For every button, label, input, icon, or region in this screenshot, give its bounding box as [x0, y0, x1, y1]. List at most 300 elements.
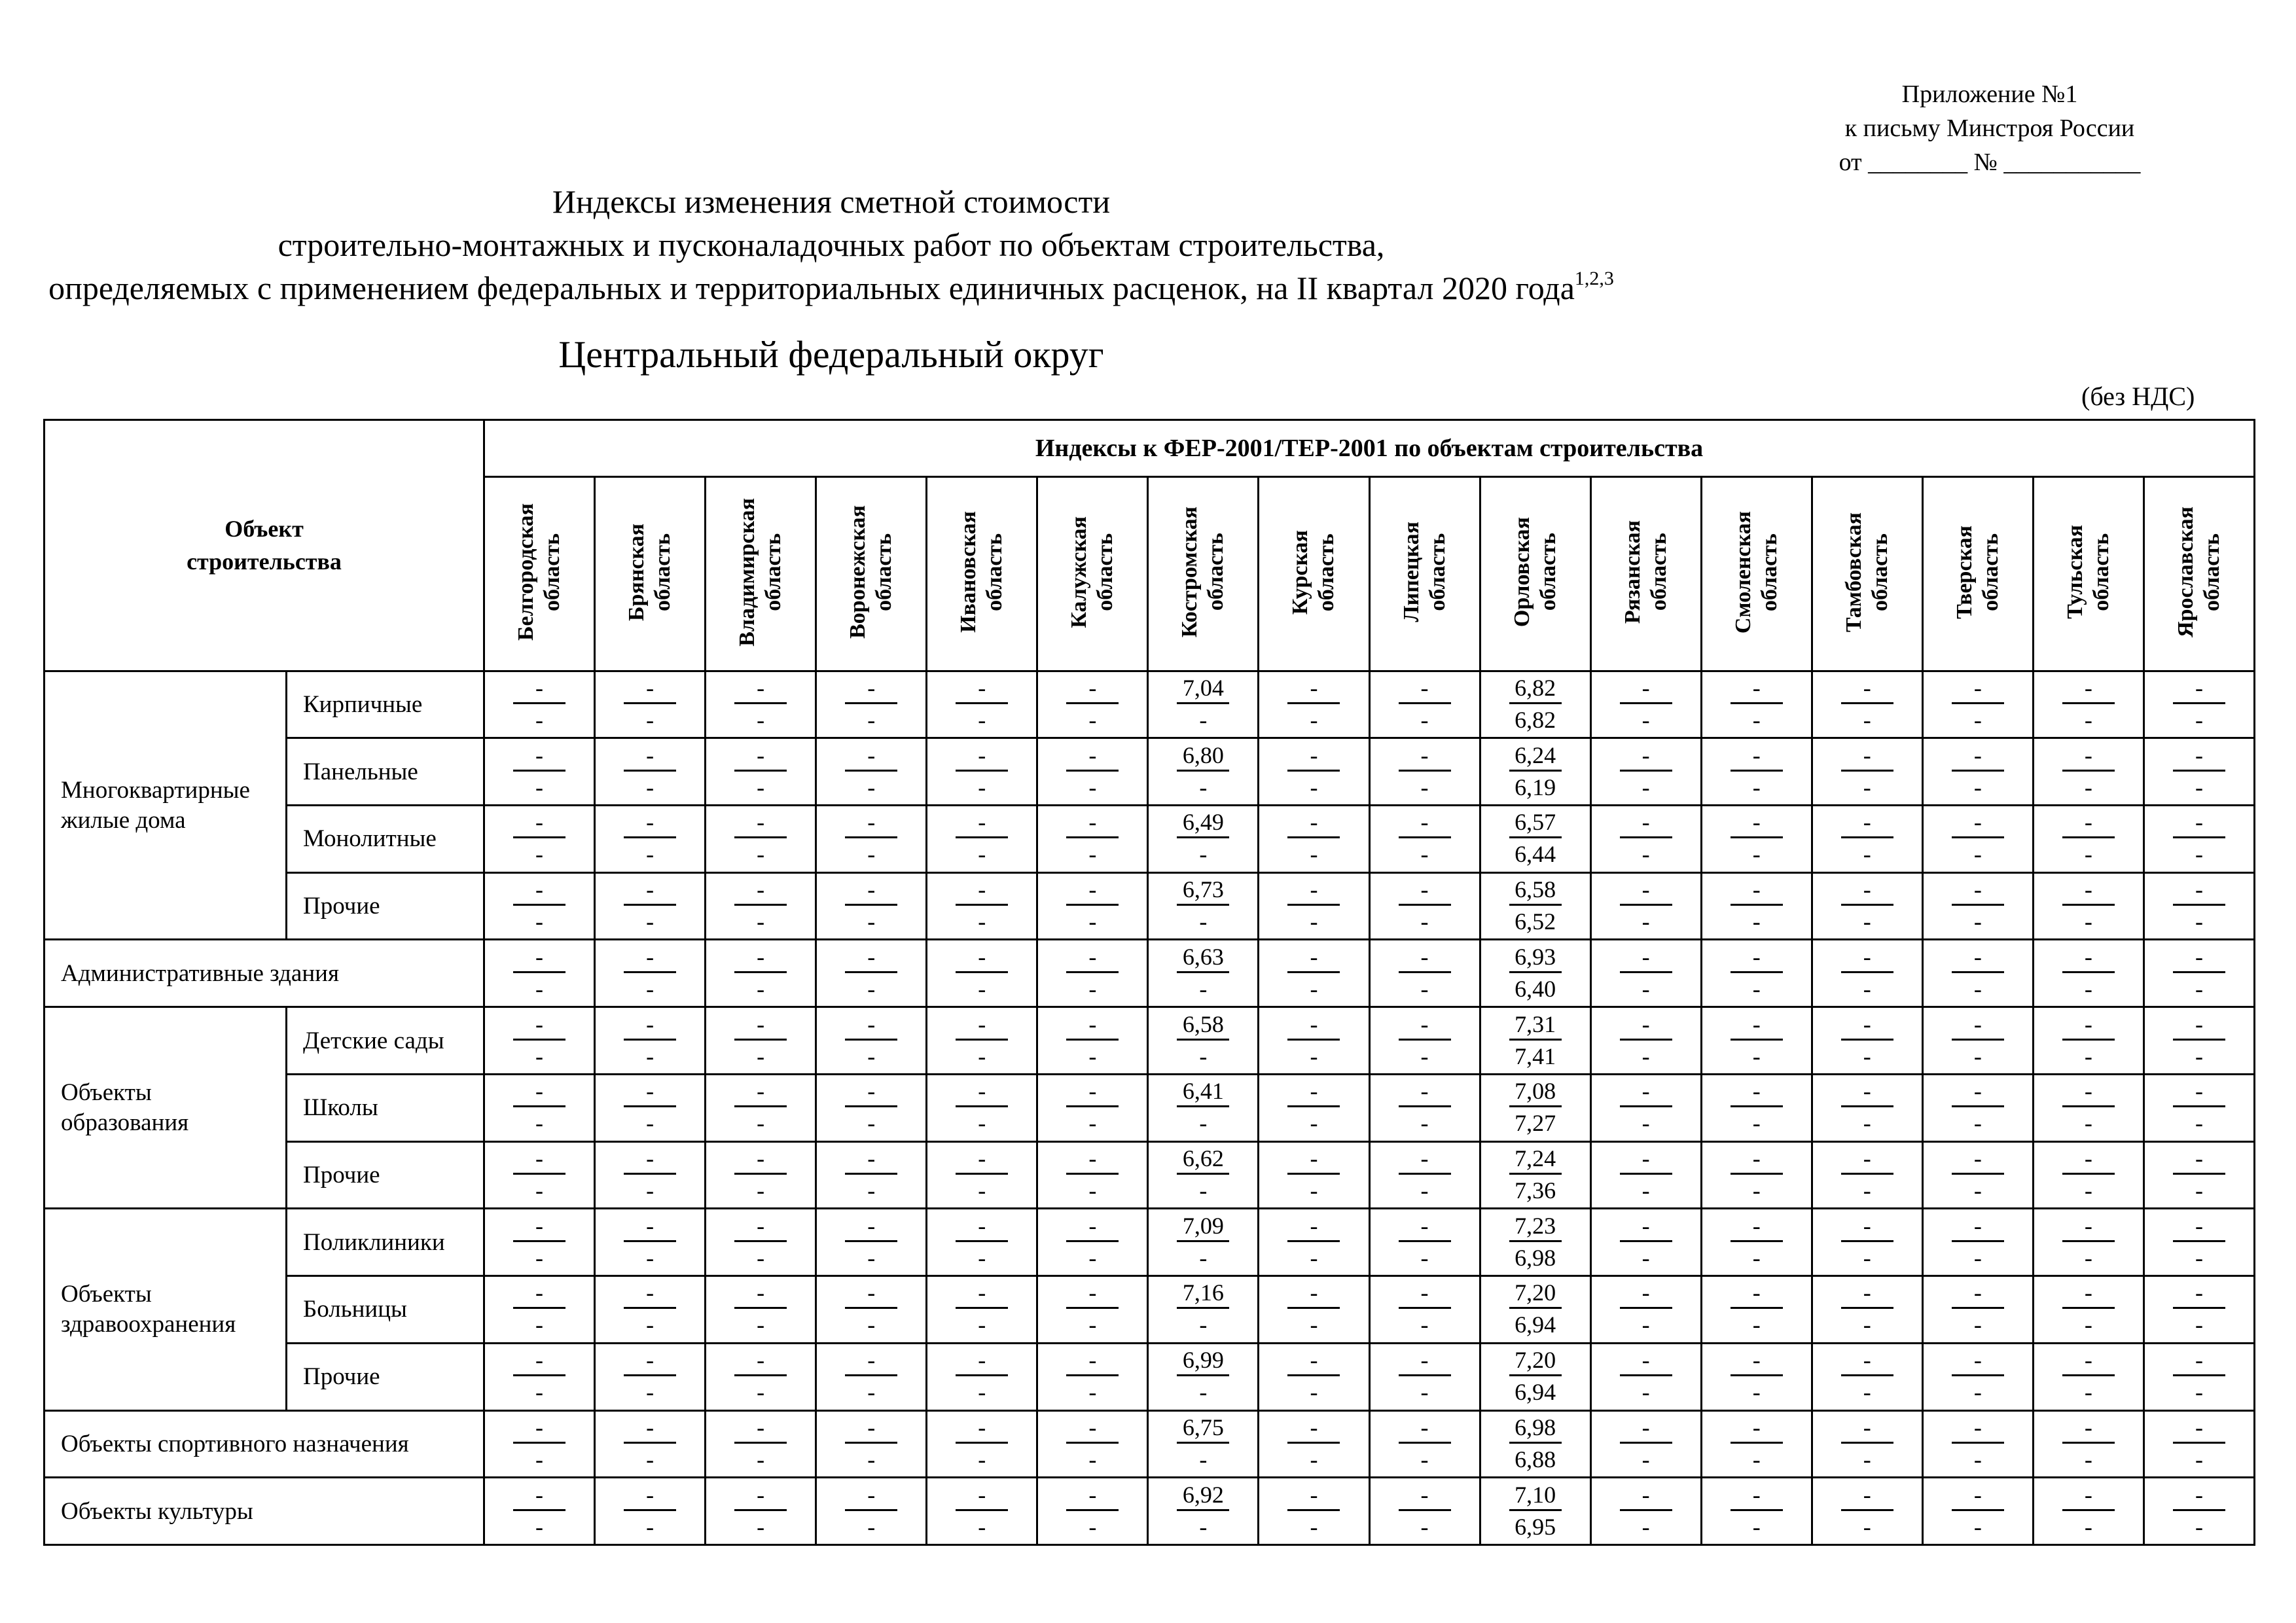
index-value-fer: - — [1731, 741, 1783, 772]
index-value-ter: - — [1199, 1446, 1208, 1472]
index-value-fer: - — [2062, 741, 2115, 772]
index-value-fer: - — [2062, 1010, 2115, 1041]
index-value-ter: - — [867, 1110, 876, 1137]
index-value-fer: - — [956, 875, 1008, 906]
index-value-ter: - — [1199, 774, 1208, 800]
index-value-ter: 7,41 — [1515, 1043, 1556, 1069]
index-value-ter: - — [867, 1043, 876, 1069]
index-value-fer: - — [2173, 1144, 2225, 1175]
index-value-ter: 6,95 — [1515, 1513, 1556, 1540]
index-value-cell — [1369, 872, 1480, 940]
index-value-fer: - — [624, 1278, 676, 1309]
index-value-ter: - — [1973, 1177, 1982, 1204]
index-value-fer: - — [1731, 942, 1783, 973]
index-value-cell — [1369, 806, 1480, 873]
index-value-ter: - — [1088, 908, 1097, 935]
index-value-cell — [706, 671, 816, 738]
index-value-cell — [1701, 1074, 1812, 1141]
index-value-cell — [484, 1074, 595, 1141]
index-value-fer: - — [734, 1278, 787, 1309]
index-value-cell — [1480, 1209, 1590, 1276]
index-value-cell — [1037, 1478, 1148, 1545]
index-value-ter: - — [1973, 1311, 1982, 1338]
index-value-fer: - — [845, 1278, 897, 1309]
index-value-ter: - — [1752, 908, 1761, 935]
index-value-cell — [2144, 1141, 2254, 1209]
index-value-cell — [1369, 1209, 1480, 1276]
index-value-fer: - — [1952, 1346, 2004, 1376]
index-value-ter: - — [646, 1110, 655, 1137]
index-value-ter: - — [1199, 1244, 1208, 1271]
index-value-cell — [2033, 1276, 2144, 1344]
index-value-fer: - — [1731, 1144, 1783, 1175]
object-subtype-label: Кирпичные — [287, 671, 484, 738]
index-value-fer: 7,24 — [1509, 1144, 1562, 1175]
index-value-fer: - — [845, 942, 897, 973]
index-value-cell — [1037, 1209, 1148, 1276]
index-value-fer: - — [734, 808, 787, 838]
index-value-ter: - — [1752, 1311, 1761, 1338]
index-value-fer: - — [1620, 741, 1672, 772]
region-name: Калужская область — [1067, 516, 1118, 628]
index-value-ter: - — [867, 908, 876, 935]
index-value-cell — [2144, 671, 2254, 738]
index-value-cell — [595, 872, 706, 940]
index-value-fer: - — [956, 1077, 1008, 1107]
index-value-ter: - — [867, 1446, 876, 1472]
index-value-fer: - — [1066, 1077, 1119, 1107]
region-name: Костромская область — [1177, 507, 1229, 638]
index-value-ter: - — [1199, 1177, 1208, 1204]
index-value-cell — [2033, 806, 2144, 873]
index-value-fer: - — [1399, 1211, 1451, 1242]
index-value-fer: - — [1066, 741, 1119, 772]
index-value-fer: - — [1066, 1413, 1119, 1444]
index-value-ter: - — [1088, 1043, 1097, 1069]
index-value-cell — [1922, 1343, 2033, 1410]
index-value-cell — [1922, 940, 2033, 1007]
index-value-fer: - — [956, 808, 1008, 838]
index-value-cell — [706, 872, 816, 940]
index-value-ter: - — [2195, 1043, 2203, 1069]
table-row — [45, 1343, 2255, 1410]
index-value-cell — [1148, 1141, 1259, 1209]
index-value-fer: - — [1287, 1278, 1340, 1309]
index-value-cell — [1812, 671, 1922, 738]
index-value-fer: - — [1841, 741, 1893, 772]
index-value-ter: - — [1199, 975, 1208, 1002]
index-value-fer: - — [513, 1211, 565, 1242]
index-value-ter: - — [978, 706, 986, 733]
region-name: Орловская область — [1509, 517, 1560, 628]
index-value-ter: - — [1310, 774, 1318, 800]
index-value-ter: - — [646, 1043, 655, 1069]
index-value-fer: - — [513, 741, 565, 772]
index-value-ter: - — [1310, 1513, 1318, 1540]
index-value-cell — [2033, 1074, 2144, 1141]
index-value-fer: - — [845, 1346, 897, 1376]
index-value-ter: - — [535, 1379, 544, 1406]
index-value-ter: - — [535, 1177, 544, 1204]
index-value-ter: - — [1310, 1177, 1318, 1204]
index-value-fer: - — [1066, 875, 1119, 906]
index-value-ter: - — [1752, 1177, 1761, 1204]
index-value-ter: - — [1863, 1110, 1871, 1137]
table-row — [45, 738, 2255, 806]
index-value-fer: 6,75 — [1177, 1413, 1229, 1444]
index-value-ter: - — [1641, 774, 1650, 800]
index-value-ter: - — [1973, 1513, 1982, 1540]
index-value-ter: - — [1641, 841, 1650, 868]
index-value-fer: 6,41 — [1177, 1077, 1229, 1107]
index-value-fer: - — [1066, 1346, 1119, 1376]
index-value-cell — [927, 671, 1037, 738]
index-value-ter: - — [535, 1043, 544, 1069]
index-value-ter: - — [1310, 908, 1318, 935]
title-line-2: строительно-монтажных и пусконаладочных работ по объектам строительства, — [278, 226, 1385, 263]
index-value-cell — [2144, 1209, 2254, 1276]
index-value-fer: 6,73 — [1177, 875, 1229, 906]
index-value-ter: - — [2084, 1513, 2092, 1540]
table-row — [45, 1007, 2255, 1075]
index-value-ter: - — [1310, 1446, 1318, 1472]
index-value-fer: - — [1731, 875, 1783, 906]
index-value-fer: - — [1952, 1144, 2004, 1175]
index-value-cell — [1148, 1410, 1259, 1478]
index-value-cell — [1148, 671, 1259, 738]
index-value-ter: 7,27 — [1515, 1110, 1556, 1137]
index-value-ter: - — [535, 1513, 544, 1540]
index-value-cell — [1922, 1141, 2033, 1209]
appendix-line-2: к письму Минстроя России — [1844, 115, 2135, 142]
index-value-ter: - — [646, 1446, 655, 1472]
index-value-cell — [1922, 1478, 2033, 1545]
index-value-ter: - — [867, 706, 876, 733]
object-type-label: Административные здания — [45, 940, 484, 1007]
index-value-cell — [484, 940, 595, 1007]
index-value-fer: - — [2173, 1413, 2225, 1444]
index-value-cell — [1037, 940, 1148, 1007]
title-line-1: Индексы изменения сметной стоимости — [552, 183, 1111, 220]
index-value-fer: - — [1287, 1010, 1340, 1041]
region-name: Брянская область — [624, 523, 675, 621]
index-value-cell — [1922, 738, 2033, 806]
index-value-fer: - — [1620, 1010, 1672, 1041]
index-value-cell — [484, 1410, 595, 1478]
index-value-ter: - — [867, 841, 876, 868]
index-value-fer: - — [1952, 1480, 2004, 1511]
index-value-cell — [1148, 1276, 1259, 1344]
index-value-ter: - — [535, 774, 544, 800]
index-value-cell — [816, 1343, 927, 1410]
index-value-fer: - — [513, 1077, 565, 1107]
index-value-fer: - — [2062, 942, 2115, 973]
index-value-ter: - — [1088, 1446, 1097, 1472]
index-value-fer: - — [1287, 875, 1340, 906]
index-value-cell — [927, 738, 1037, 806]
index-value-fer: - — [2062, 1144, 2115, 1175]
index-value-fer: - — [513, 1278, 565, 1309]
index-value-cell — [1148, 806, 1259, 873]
index-value-fer: - — [1952, 1010, 2004, 1041]
index-value-fer: - — [1731, 673, 1783, 704]
index-value-ter: - — [1641, 1379, 1650, 1406]
region-header — [595, 476, 706, 671]
index-value-ter: - — [2084, 1244, 2092, 1271]
index-value-cell — [595, 671, 706, 738]
index-value-cell — [2033, 1007, 2144, 1075]
index-value-cell — [1812, 1141, 1922, 1209]
index-value-cell — [1148, 738, 1259, 806]
index-value-fer: - — [1620, 808, 1672, 838]
index-value-cell — [2033, 738, 2144, 806]
index-value-cell — [1480, 940, 1590, 1007]
index-value-cell — [1259, 940, 1369, 1007]
index-value-ter: 7,36 — [1515, 1177, 1556, 1204]
index-value-cell — [1701, 940, 1812, 1007]
index-value-fer: - — [1952, 1077, 2004, 1107]
index-value-fer: 6,98 — [1509, 1413, 1562, 1444]
index-value-ter: - — [1420, 1311, 1429, 1338]
index-value-fer: 6,58 — [1177, 1010, 1229, 1041]
index-value-cell — [1590, 1007, 1701, 1075]
region-name: Смоленская область — [1731, 510, 1782, 633]
index-value-cell — [2033, 1410, 2144, 1478]
index-value-ter: - — [1310, 1379, 1318, 1406]
index-value-ter: 6,40 — [1515, 975, 1556, 1002]
index-value-ter: - — [2195, 841, 2203, 868]
index-value-fer: - — [513, 1346, 565, 1376]
region-header — [1148, 476, 1259, 671]
index-value-cell — [1037, 1141, 1148, 1209]
index-value-cell — [1148, 940, 1259, 1007]
index-value-ter: - — [978, 975, 986, 1002]
index-value-fer: - — [1287, 1346, 1340, 1376]
index-value-cell — [1701, 1478, 1812, 1545]
region-name: Владимирская область — [735, 497, 786, 647]
index-value-cell — [1259, 671, 1369, 738]
index-value-ter: - — [1310, 1110, 1318, 1137]
index-value-ter: - — [1199, 706, 1208, 733]
index-value-fer: - — [845, 1211, 897, 1242]
index-value-fer: 7,20 — [1509, 1278, 1562, 1309]
index-value-ter: - — [1199, 841, 1208, 868]
index-value-ter: - — [757, 841, 765, 868]
index-value-ter: - — [1310, 1244, 1318, 1271]
index-value-cell — [927, 940, 1037, 1007]
index-value-fer: - — [513, 942, 565, 973]
object-subtype-label: Прочие — [287, 872, 484, 940]
index-value-cell — [484, 1141, 595, 1209]
index-value-ter: - — [978, 1311, 986, 1338]
object-subtype-label: Больницы — [287, 1276, 484, 1344]
object-subtype-label: Прочие — [287, 1141, 484, 1209]
index-value-fer: - — [513, 1010, 565, 1041]
index-value-ter: - — [1641, 975, 1650, 1002]
index-value-ter: - — [1973, 1110, 1982, 1137]
index-value-ter: - — [535, 1311, 544, 1338]
index-value-fer: - — [1841, 1211, 1893, 1242]
index-value-cell — [1590, 671, 1701, 738]
index-value-cell — [1701, 1007, 1812, 1075]
index-value-fer: - — [2173, 942, 2225, 973]
index-value-fer: - — [734, 1010, 787, 1041]
index-value-ter: - — [646, 1177, 655, 1204]
index-value-ter: - — [757, 706, 765, 733]
index-value-cell — [595, 806, 706, 873]
index-value-ter: 6,98 — [1515, 1244, 1556, 1271]
table-row — [45, 1141, 2255, 1209]
region-name: Тульская область — [2062, 525, 2113, 620]
index-value-fer: - — [956, 1413, 1008, 1444]
index-value-ter: - — [1310, 975, 1318, 1002]
index-value-cell — [1590, 1410, 1701, 1478]
index-value-fer: 7,31 — [1509, 1010, 1562, 1041]
index-value-cell — [484, 872, 595, 940]
index-value-fer: - — [1952, 1211, 2004, 1242]
index-value-fer: - — [1066, 1144, 1119, 1175]
index-value-fer: - — [734, 1346, 787, 1376]
region-header — [1369, 476, 1480, 671]
index-value-cell — [1480, 1141, 1590, 1209]
index-value-fer: - — [1620, 1211, 1672, 1242]
index-value-fer: - — [1399, 1480, 1451, 1511]
object-subtype-label: Прочие — [287, 1343, 484, 1410]
index-value-cell — [1922, 1074, 2033, 1141]
index-value-cell — [1812, 1007, 1922, 1075]
index-value-cell — [1259, 806, 1369, 873]
index-value-cell — [1922, 1007, 2033, 1075]
index-value-cell — [1259, 1410, 1369, 1478]
index-value-cell — [2144, 806, 2254, 873]
region-name: Тверская область — [1952, 525, 2003, 619]
index-value-fer: 6,57 — [1509, 808, 1562, 838]
index-value-ter: - — [1420, 1513, 1429, 1540]
index-value-ter: - — [978, 1110, 986, 1137]
index-value-ter: - — [757, 1311, 765, 1338]
region-header — [1037, 476, 1148, 671]
index-value-cell — [706, 1478, 816, 1545]
object-subtype-label: Монолитные — [287, 806, 484, 873]
index-value-cell — [1480, 738, 1590, 806]
index-value-fer: - — [734, 1211, 787, 1242]
index-value-cell — [927, 1343, 1037, 1410]
index-value-fer: - — [1952, 942, 2004, 973]
index-value-fer: - — [1287, 942, 1340, 973]
index-value-cell — [1259, 738, 1369, 806]
index-value-cell — [816, 1209, 927, 1276]
index-value-cell — [1812, 872, 1922, 940]
index-value-fer: 6,99 — [1177, 1346, 1229, 1376]
index-value-fer: - — [1287, 673, 1340, 704]
index-value-cell — [1922, 806, 2033, 873]
index-value-ter: - — [646, 908, 655, 935]
index-value-ter: 6,44 — [1515, 841, 1556, 868]
index-value-ter: - — [535, 1446, 544, 1472]
index-value-ter: - — [1420, 1379, 1429, 1406]
index-value-fer: - — [734, 1413, 787, 1444]
index-value-fer: - — [1731, 1413, 1783, 1444]
index-value-fer: - — [956, 942, 1008, 973]
index-value-ter: - — [757, 1177, 765, 1204]
index-value-cell — [1037, 738, 1148, 806]
index-value-cell — [2144, 1276, 2254, 1344]
index-value-cell — [2144, 1074, 2254, 1141]
index-value-ter: 6,94 — [1515, 1311, 1556, 1338]
index-value-fer: - — [1952, 1278, 2004, 1309]
index-value-cell — [484, 738, 595, 806]
index-value-ter: - — [1641, 1043, 1650, 1069]
index-value-cell — [595, 1209, 706, 1276]
index-value-ter: - — [1420, 1043, 1429, 1069]
index-value-fer: - — [734, 673, 787, 704]
index-value-fer: - — [2173, 808, 2225, 838]
index-value-cell — [1701, 1410, 1812, 1478]
index-value-fer: - — [1952, 875, 2004, 906]
index-value-ter: - — [1863, 706, 1871, 733]
index-value-cell — [1369, 1007, 1480, 1075]
index-value-cell — [816, 1478, 927, 1545]
index-value-cell — [1148, 1343, 1259, 1410]
index-value-fer: - — [1731, 1278, 1783, 1309]
index-value-fer: - — [1620, 875, 1672, 906]
index-value-cell — [2144, 1410, 2254, 1478]
region-header — [484, 476, 595, 671]
index-value-ter: - — [757, 1043, 765, 1069]
title-line-3 — [0, 266, 1662, 310]
index-value-ter: - — [2084, 841, 2092, 868]
index-value-fer: 6,80 — [1177, 741, 1229, 772]
appendix-note — [1793, 77, 2186, 179]
index-value-ter: - — [1863, 1043, 1871, 1069]
index-value-ter: - — [1088, 774, 1097, 800]
index-value-fer: - — [1620, 942, 1672, 973]
index-value-fer: - — [624, 1211, 676, 1242]
index-value-cell — [1037, 872, 1148, 940]
index-value-fer: - — [1952, 741, 2004, 772]
index-value-cell — [1590, 940, 1701, 1007]
index-value-ter: - — [1752, 975, 1761, 1002]
index-value-fer: - — [2062, 1211, 2115, 1242]
index-value-ter: - — [1088, 975, 1097, 1002]
object-group-label: Объекты образования — [45, 1007, 287, 1209]
index-value-ter: - — [1973, 1043, 1982, 1069]
region-header — [2033, 476, 2144, 671]
index-value-cell — [816, 940, 927, 1007]
index-value-fer: - — [1620, 1346, 1672, 1376]
index-value-fer: - — [2173, 1346, 2225, 1376]
object-type-label: Объекты спортивного назначения — [45, 1410, 484, 1478]
index-value-fer: - — [1066, 1480, 1119, 1511]
object-subtype-label: Поликлиники — [287, 1209, 484, 1276]
index-value-fer: 7,08 — [1509, 1077, 1562, 1107]
index-value-cell — [1590, 872, 1701, 940]
index-value-cell — [1922, 1410, 2033, 1478]
index-value-cell — [1812, 806, 1922, 873]
index-value-cell — [816, 806, 927, 873]
index-value-ter: - — [1641, 1513, 1650, 1540]
index-value-fer: - — [2173, 1077, 2225, 1107]
index-value-fer: - — [1066, 1211, 1119, 1242]
index-value-fer: - — [845, 1010, 897, 1041]
index-value-cell — [1480, 1276, 1590, 1344]
index-value-ter: - — [1199, 1110, 1208, 1137]
index-table — [43, 419, 2255, 1546]
region-name: Липецкая область — [1399, 522, 1450, 623]
index-value-ter: - — [1973, 841, 1982, 868]
index-value-ter: - — [646, 1244, 655, 1271]
index-value-fer: - — [624, 741, 676, 772]
